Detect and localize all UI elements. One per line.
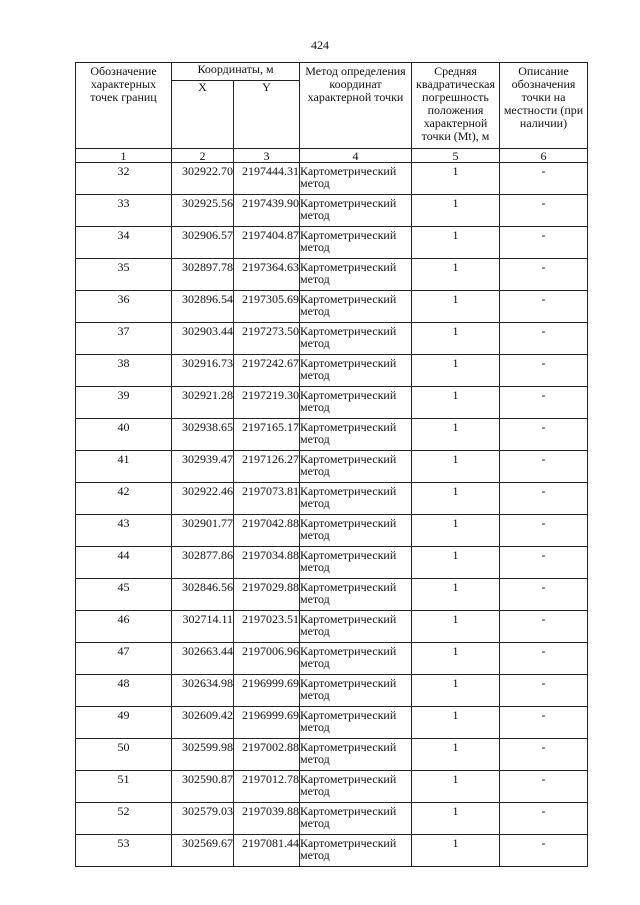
accuracy-cell: 1 [412,643,500,675]
accuracy-cell: 1 [412,483,500,515]
accuracy-cell: 1 [412,771,500,803]
accuracy-cell: 1 [412,675,500,707]
point-id-cell: 33 [76,195,172,227]
x-coordinate-cell: 302846.56 [172,579,234,611]
y-coordinate-cell: 2196999.69 [234,675,300,707]
x-coordinate-cell: 302896.54 [172,291,234,323]
description-cell: - [500,803,588,835]
method-cell: Картометрический метод [300,739,412,771]
y-coordinate-cell: 2197042.88 [234,515,300,547]
accuracy-cell: 1 [412,227,500,259]
header-y: Y [234,81,300,149]
point-id-cell: 37 [76,323,172,355]
y-coordinate-cell: 2197006.96 [234,643,300,675]
table-row [76,611,588,643]
x-coordinate-cell: 302903.44 [172,323,234,355]
y-coordinate-cell: 2197165.17 [234,419,300,451]
description-cell: - [500,739,588,771]
table-row [76,419,588,451]
accuracy-cell: 1 [412,707,500,739]
table-row [76,387,588,419]
description-cell: - [500,835,588,867]
table-row [76,707,588,739]
table-row [76,291,588,323]
description-cell: - [500,195,588,227]
x-coordinate-cell: 302579.03 [172,803,234,835]
table-row [76,515,588,547]
y-coordinate-cell: 2197081.44 [234,835,300,867]
accuracy-cell: 1 [412,323,500,355]
header-x: X [172,81,234,149]
x-coordinate-cell: 302599.98 [172,739,234,771]
y-coordinate-cell: 2196999.69 [234,707,300,739]
y-coordinate-cell: 2197219.30 [234,387,300,419]
description-cell: - [500,515,588,547]
table-row [76,739,588,771]
description-cell: - [500,483,588,515]
description-cell: - [500,579,588,611]
y-coordinate-cell: 2197023.51 [234,611,300,643]
method-cell: Картометрический метод [300,323,412,355]
method-cell: Картометрический метод [300,579,412,611]
table-row [76,835,588,867]
y-coordinate-cell: 2197126.27 [234,451,300,483]
x-coordinate-cell: 302877.86 [172,547,234,579]
x-coordinate-cell: 302634.98 [172,675,234,707]
point-id-cell: 49 [76,707,172,739]
y-coordinate-cell: 2197039.88 [234,803,300,835]
table-row [76,579,588,611]
y-coordinate-cell: 2197034.88 [234,547,300,579]
table-row [76,195,588,227]
point-id-cell: 35 [76,259,172,291]
description-cell: - [500,707,588,739]
point-id-cell: 53 [76,835,172,867]
x-coordinate-cell: 302901.77 [172,515,234,547]
y-coordinate-cell: 2197404.87 [234,227,300,259]
column-number: 1 [76,149,172,163]
method-cell: Картометрический метод [300,419,412,451]
description-cell: - [500,451,588,483]
y-coordinate-cell: 2197439.90 [234,195,300,227]
column-number-row [76,149,588,163]
accuracy-cell: 1 [412,387,500,419]
accuracy-cell: 1 [412,419,500,451]
x-coordinate-cell: 302921.28 [172,387,234,419]
point-id-cell: 51 [76,771,172,803]
point-id-cell: 32 [76,163,172,195]
table-body [76,163,588,867]
point-id-cell: 44 [76,547,172,579]
accuracy-cell: 1 [412,451,500,483]
method-cell: Картометрический метод [300,835,412,867]
point-id-cell: 41 [76,451,172,483]
x-coordinate-cell: 302938.65 [172,419,234,451]
y-coordinate-cell: 2197012.78 [234,771,300,803]
accuracy-cell: 1 [412,195,500,227]
y-coordinate-cell: 2197273.50 [234,323,300,355]
column-number: 4 [300,149,412,163]
description-cell: - [500,771,588,803]
accuracy-cell: 1 [412,547,500,579]
column-number: 2 [172,149,234,163]
point-id-cell: 47 [76,643,172,675]
table-row [76,771,588,803]
table-row [76,803,588,835]
column-number: 3 [234,149,300,163]
point-id-cell: 36 [76,291,172,323]
point-id-cell: 40 [76,419,172,451]
accuracy-cell: 1 [412,611,500,643]
accuracy-cell: 1 [412,579,500,611]
point-id-cell: 45 [76,579,172,611]
x-coordinate-cell: 302897.78 [172,259,234,291]
description-cell: - [500,611,588,643]
method-cell: Картометрический метод [300,355,412,387]
description-cell: - [500,291,588,323]
method-cell: Картометрический метод [300,707,412,739]
x-coordinate-cell: 302714.11 [172,611,234,643]
page-number: 424 [311,38,329,52]
table-row [76,355,588,387]
y-coordinate-cell: 2197073.81 [234,483,300,515]
header-coordinates: Координаты, м [172,63,300,81]
x-coordinate-cell: 302590.87 [172,771,234,803]
accuracy-cell: 1 [412,355,500,387]
table-row [76,547,588,579]
method-cell: Картометрический метод [300,803,412,835]
description-cell: - [500,547,588,579]
method-cell: Картометрический метод [300,387,412,419]
description-cell: - [500,227,588,259]
table-row [76,259,588,291]
header-description: Описание обозначения точки на местности (при наличии) [500,63,588,149]
accuracy-cell: 1 [412,163,500,195]
y-coordinate-cell: 2197364.63 [234,259,300,291]
description-cell: - [500,323,588,355]
method-cell: Картометрический метод [300,515,412,547]
header-accuracy: Средняя квадратическая погрешность положения характерной точки (Mt), м [412,63,500,149]
description-cell: - [500,419,588,451]
point-id-cell: 52 [76,803,172,835]
method-cell: Картометрический метод [300,611,412,643]
x-coordinate-cell: 302609.42 [172,707,234,739]
method-cell: Картометрический метод [300,771,412,803]
x-coordinate-cell: 302663.44 [172,643,234,675]
header-point-designation: Обозначение характерных точек границ [76,63,172,149]
point-id-cell: 50 [76,739,172,771]
x-coordinate-cell: 302906.57 [172,227,234,259]
column-number: 6 [500,149,588,163]
point-id-cell: 43 [76,515,172,547]
point-id-cell: 48 [76,675,172,707]
table-row [76,643,588,675]
method-cell: Картометрический метод [300,483,412,515]
method-cell: Картометрический метод [300,547,412,579]
method-cell: Картометрический метод [300,163,412,195]
table-row [76,451,588,483]
method-cell: Картометрический метод [300,675,412,707]
method-cell: Картометрический метод [300,291,412,323]
point-id-cell: 46 [76,611,172,643]
accuracy-cell: 1 [412,259,500,291]
method-cell: Картометрический метод [300,259,412,291]
y-coordinate-cell: 2197444.31 [234,163,300,195]
accuracy-cell: 1 [412,515,500,547]
table-row [76,675,588,707]
method-cell: Картометрический метод [300,643,412,675]
table-row [76,323,588,355]
point-id-cell: 38 [76,355,172,387]
table-row [76,227,588,259]
x-coordinate-cell: 302922.70 [172,163,234,195]
description-cell: - [500,163,588,195]
point-id-cell: 34 [76,227,172,259]
x-coordinate-cell: 302916.73 [172,355,234,387]
method-cell: Картометрический метод [300,227,412,259]
description-cell: - [500,259,588,291]
x-coordinate-cell: 302922.46 [172,483,234,515]
x-coordinate-cell: 302925.56 [172,195,234,227]
accuracy-cell: 1 [412,835,500,867]
description-cell: - [500,675,588,707]
y-coordinate-cell: 2197305.69 [234,291,300,323]
accuracy-cell: 1 [412,803,500,835]
y-coordinate-cell: 2197242.67 [234,355,300,387]
accuracy-cell: 1 [412,739,500,771]
description-cell: - [500,387,588,419]
x-coordinate-cell: 302939.47 [172,451,234,483]
x-coordinate-cell: 302569.67 [172,835,234,867]
point-id-cell: 42 [76,483,172,515]
y-coordinate-cell: 2197002.88 [234,739,300,771]
table-row [76,163,588,195]
coordinates-table [75,62,588,867]
header-method: Метод определения координат характерной точки [300,63,412,149]
table-row [76,483,588,515]
method-cell: Картометрический метод [300,195,412,227]
description-cell: - [500,355,588,387]
point-id-cell: 39 [76,387,172,419]
y-coordinate-cell: 2197029.88 [234,579,300,611]
description-cell: - [500,643,588,675]
accuracy-cell: 1 [412,291,500,323]
column-number: 5 [412,149,500,163]
method-cell: Картометрический метод [300,451,412,483]
